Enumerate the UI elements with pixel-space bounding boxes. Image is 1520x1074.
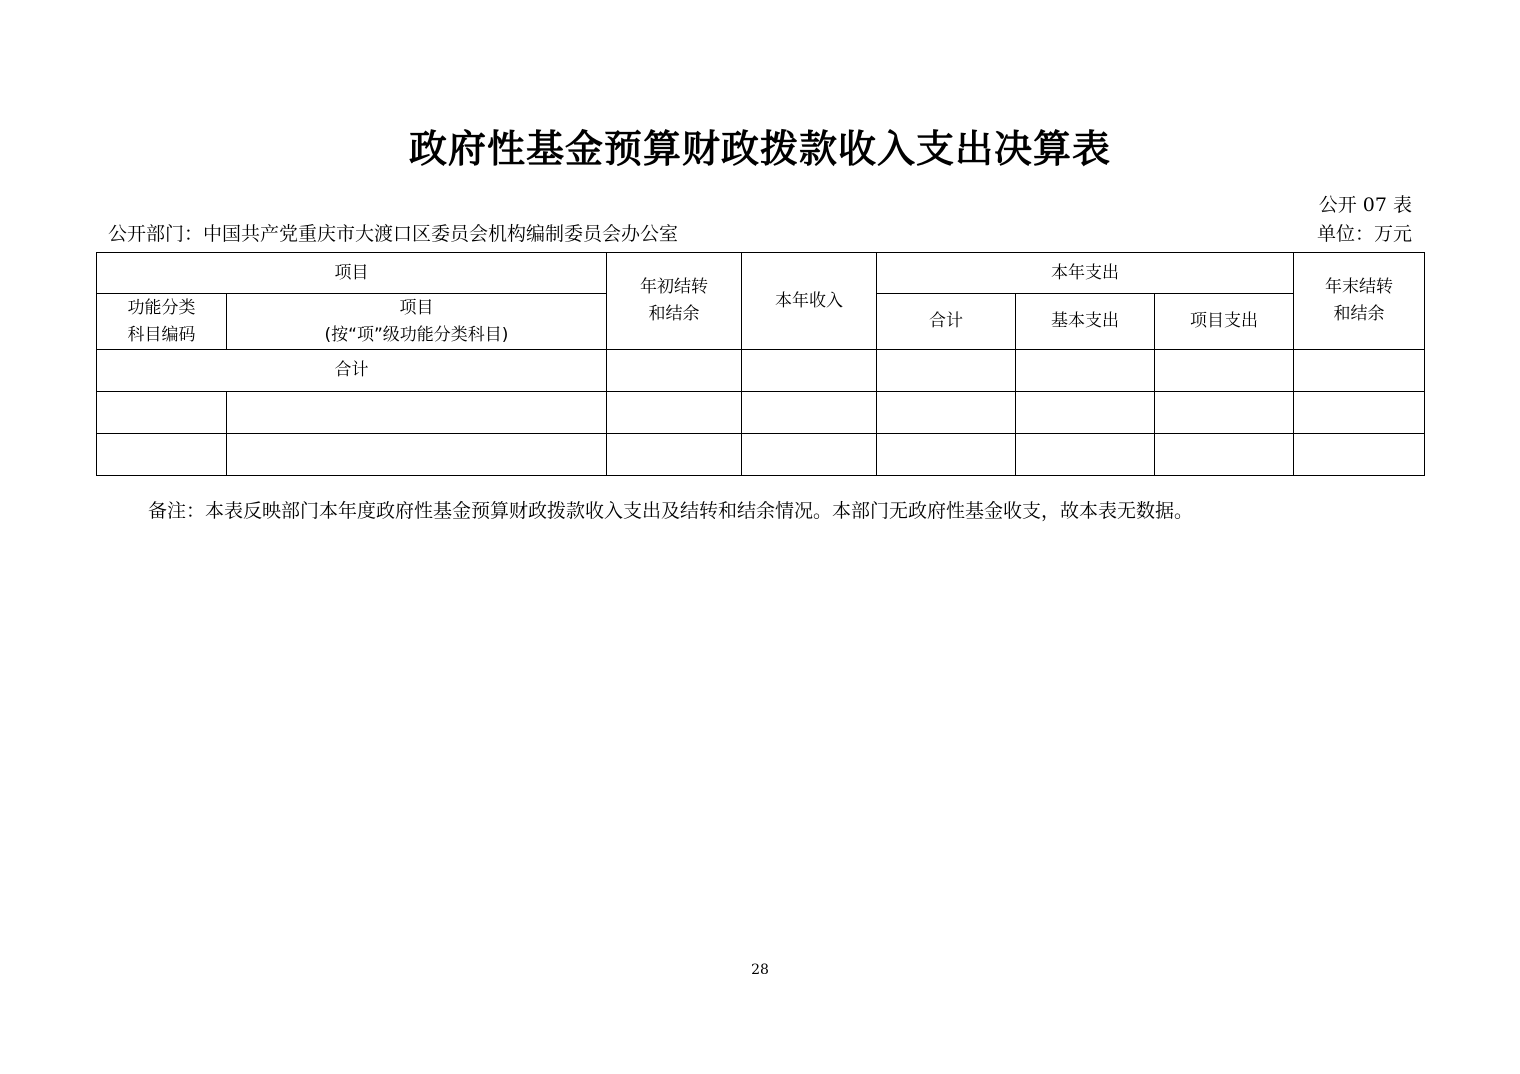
table-cell — [97, 434, 227, 476]
page-number: 28 — [751, 962, 769, 978]
header-carryover-start — [607, 253, 742, 350]
table-cell — [1016, 350, 1155, 392]
table-cell — [877, 392, 1016, 434]
header-carryover-end — [1294, 253, 1425, 350]
department-label: 公开部门：中国共产党重庆市大渡口区委员会机构编制委员会办公室 — [108, 223, 679, 245]
table-cell — [877, 350, 1016, 392]
header-basic: 基本支出 — [1016, 294, 1155, 350]
header-code — [97, 294, 227, 350]
table-cell — [1016, 434, 1155, 476]
table-cell — [607, 392, 742, 434]
table-cell — [742, 392, 877, 434]
table-cell — [1155, 434, 1294, 476]
header-carryover-end-line2: 和结余 — [1333, 304, 1385, 324]
table-cell — [227, 434, 607, 476]
header-item-line1: 项目 — [399, 297, 434, 318]
header-item-group: 项目 — [97, 253, 607, 294]
header-project: 项目支出 — [1155, 294, 1294, 350]
unit-label: 单位：万元 — [1316, 223, 1412, 245]
header-carryover-end-line1: 年末结转 — [1325, 277, 1393, 297]
header-item-line2: (按“项”级功能分类科目) — [324, 324, 509, 345]
footnote: 备注：本表反映部门本年度政府性基金预算财政拨款收入支出及结转和结余情况。本部门无政府性基金收支，故本表无数据。 — [148, 500, 1194, 522]
table-cell — [607, 350, 742, 392]
table-cell — [1155, 350, 1294, 392]
table-cell — [742, 434, 877, 476]
table-row — [97, 392, 1425, 434]
header-income: 本年收入 — [742, 253, 877, 350]
table-cell — [1294, 350, 1425, 392]
table-cell — [227, 392, 607, 434]
page-title: 政府性基金预算财政拨款收入支出决算表 — [408, 127, 1111, 171]
header-total: 合计 — [877, 294, 1016, 350]
header-carryover-start-line2: 和结余 — [648, 304, 700, 324]
header-expense-group: 本年支出 — [877, 253, 1294, 294]
form-number: 公开 07 表 — [1318, 194, 1412, 216]
header-code-line1: 功能分类 — [127, 297, 196, 318]
total-row — [97, 350, 1425, 392]
table-row — [97, 434, 1425, 476]
table-cell — [607, 434, 742, 476]
header-code-line2: 科目编码 — [127, 324, 196, 345]
table-cell — [1016, 392, 1155, 434]
table-cell — [877, 434, 1016, 476]
total-row-label: 合计 — [97, 350, 607, 392]
table-cell — [742, 350, 877, 392]
budget-table — [96, 252, 1425, 476]
header-row-1 — [97, 253, 1425, 294]
table-cell — [1294, 392, 1425, 434]
table-cell — [97, 392, 227, 434]
header-item — [227, 294, 607, 350]
header-carryover-start-line1: 年初结转 — [640, 277, 708, 297]
table-cell — [1155, 392, 1294, 434]
table-cell — [1294, 434, 1425, 476]
